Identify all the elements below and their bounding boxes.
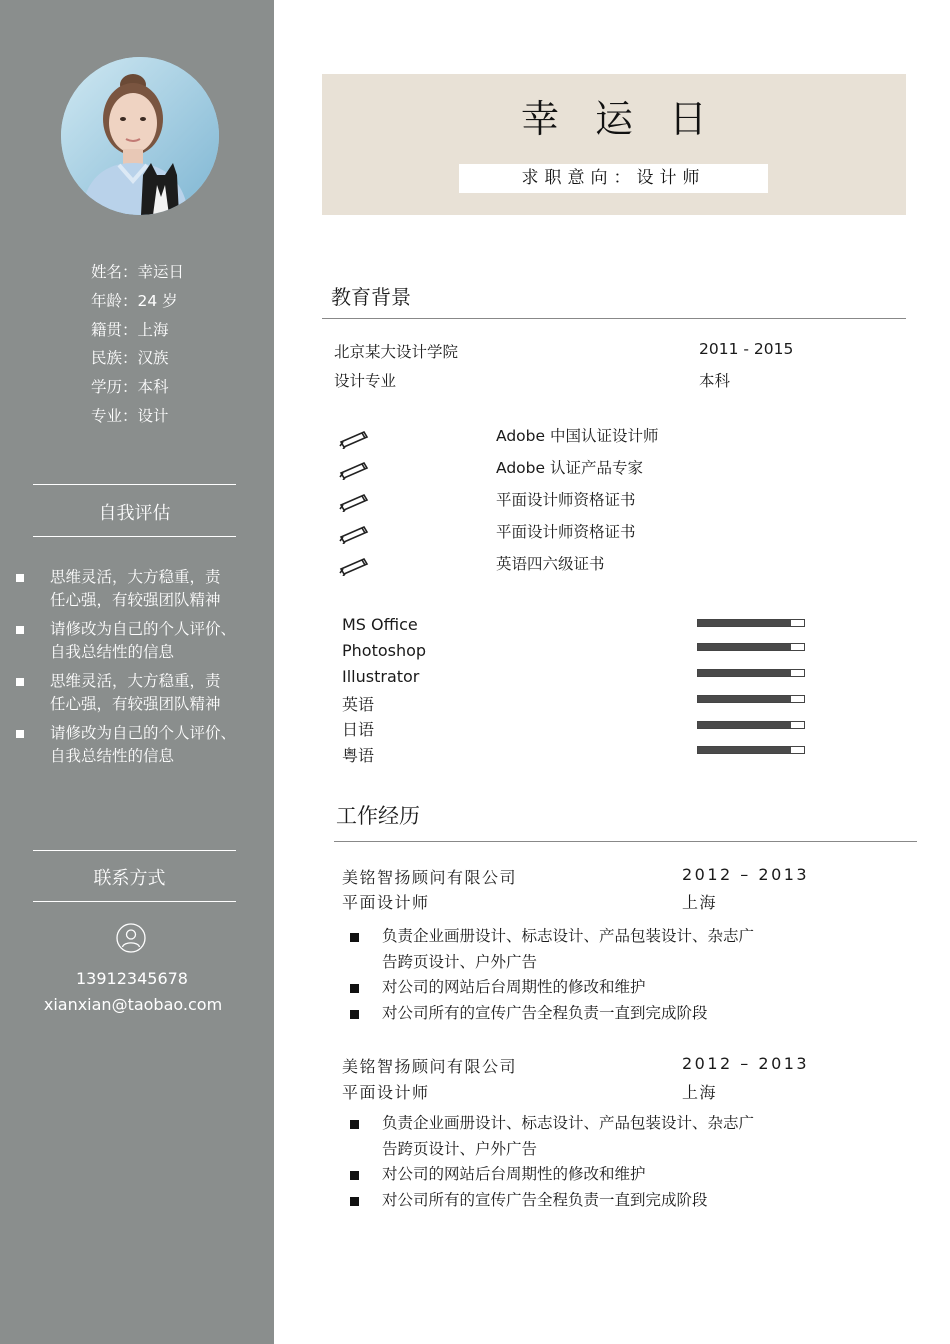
certificate-item: 平面设计师资格证书 bbox=[496, 491, 636, 509]
eval-line: 自我总结性的信息 bbox=[50, 746, 175, 765]
degree: 本科 bbox=[699, 372, 731, 390]
duty-line: 对公司所有的宣传广告全程负责一直到完成阶段 bbox=[382, 1003, 708, 1022]
email-address: xianxian@taobao.com bbox=[43, 995, 223, 1014]
list-item bbox=[16, 618, 266, 663]
self-eval-list bbox=[16, 566, 266, 774]
divider bbox=[33, 536, 236, 537]
certificate-item: 英语四六级证书 bbox=[496, 555, 605, 573]
company-name: 美铭智扬顾问有限公司 bbox=[342, 868, 518, 887]
eval-line: 思维灵活，大方稳重，责 bbox=[50, 568, 221, 586]
major: 设计专业 bbox=[334, 372, 397, 390]
skill-name: 粤语 bbox=[342, 746, 375, 765]
certificate-item: Adobe 中国认证设计师 bbox=[496, 427, 659, 445]
info-education: 学历：本科 bbox=[91, 378, 169, 397]
duty-line: 告跨页设计、户外广告 bbox=[382, 952, 538, 971]
certificate-item: 平面设计师资格证书 bbox=[496, 523, 636, 541]
school-name: 北京某大设计学院 bbox=[334, 343, 459, 361]
education-heading: 教育背景 bbox=[331, 285, 411, 309]
list-item bbox=[348, 924, 798, 975]
bullet bbox=[16, 574, 24, 582]
duty-list bbox=[348, 924, 798, 1026]
list-item bbox=[348, 1162, 798, 1188]
diploma-icon bbox=[338, 427, 370, 449]
job-role: 平面设计师 bbox=[342, 1083, 430, 1102]
eval-line: 思维灵活，大方稳重，责 bbox=[50, 672, 221, 690]
divider bbox=[33, 901, 236, 902]
job-years: 2012 – 2013 bbox=[682, 1054, 810, 1073]
bullet bbox=[16, 626, 24, 634]
skill-bar-fill bbox=[698, 747, 791, 753]
job-objective: 求职意向：设计师 bbox=[459, 164, 768, 193]
diploma-icon bbox=[338, 458, 370, 480]
duty-line: 负责企业画册设计、标志设计、产品包装设计、杂志广 bbox=[382, 927, 755, 945]
avatar-photo bbox=[61, 57, 219, 215]
bullet bbox=[350, 933, 359, 942]
eval-line: 请修改为自己的个人评价、 bbox=[50, 724, 237, 742]
divider bbox=[334, 841, 917, 842]
info-name: 姓名：幸运日 bbox=[91, 263, 185, 281]
list-item bbox=[348, 1188, 798, 1214]
candidate-name: 幸运日 bbox=[520, 97, 743, 141]
info-hometown: 籍贯：上海 bbox=[91, 320, 169, 339]
job-years: 2012 – 2013 bbox=[682, 865, 810, 884]
eval-line: 自我总结性的信息 bbox=[50, 642, 175, 661]
bullet bbox=[350, 1171, 359, 1180]
duty-line: 告跨页设计、户外广告 bbox=[382, 1139, 538, 1158]
job-city: 上海 bbox=[682, 893, 718, 912]
job-city: 上海 bbox=[682, 1083, 718, 1102]
skill-bar bbox=[697, 619, 805, 627]
list-item bbox=[16, 670, 266, 715]
bullet bbox=[350, 1197, 359, 1206]
company-name: 美铭智扬顾问有限公司 bbox=[342, 1057, 518, 1076]
list-item bbox=[16, 566, 266, 611]
skill-bar-fill bbox=[698, 696, 791, 702]
duty-list bbox=[348, 1111, 798, 1213]
duty-line: 对公司所有的宣传广告全程负责一直到完成阶段 bbox=[382, 1190, 708, 1209]
list-item bbox=[348, 1001, 798, 1027]
eval-line: 任心强，有较强团队精神 bbox=[50, 590, 221, 609]
eval-line: 请修改为自己的个人评价、 bbox=[50, 620, 237, 638]
skill-bar bbox=[697, 669, 805, 677]
header bbox=[322, 74, 906, 215]
duty-line: 对公司的网站后台周期性的修改和维护 bbox=[382, 978, 646, 996]
bullet bbox=[16, 678, 24, 686]
skill-name: 日语 bbox=[342, 720, 375, 739]
skill-name: 英语 bbox=[342, 695, 375, 714]
certificate-item: Adobe 认证产品专家 bbox=[496, 459, 643, 477]
list-item bbox=[16, 722, 266, 767]
work-heading: 工作经历 bbox=[336, 804, 420, 828]
info-major: 专业：设计 bbox=[91, 406, 169, 425]
skill-bar-fill bbox=[698, 620, 791, 626]
skill-bar bbox=[697, 643, 805, 651]
skill-name: Illustrator bbox=[342, 667, 420, 686]
diploma-icon bbox=[338, 490, 370, 512]
divider bbox=[33, 484, 236, 485]
info-age: 年龄：24 岁 bbox=[91, 291, 178, 310]
bullet bbox=[350, 984, 359, 993]
sidebar bbox=[0, 0, 274, 1344]
skill-name: Photoshop bbox=[342, 641, 427, 660]
bullet bbox=[350, 1120, 359, 1129]
divider bbox=[33, 850, 236, 851]
bullet bbox=[16, 730, 24, 738]
duty-line: 对公司的网站后台周期性的修改和维护 bbox=[382, 1165, 646, 1183]
avatar bbox=[61, 57, 219, 215]
skill-bar bbox=[697, 746, 805, 754]
skill-bar-fill bbox=[698, 722, 791, 728]
skill-bar-fill bbox=[698, 644, 791, 650]
skill-bar bbox=[697, 721, 805, 729]
skill-bar-fill bbox=[698, 670, 791, 676]
personal-info bbox=[91, 258, 184, 431]
list-item bbox=[348, 1111, 798, 1162]
user-icon bbox=[116, 923, 146, 953]
diploma-icon bbox=[338, 554, 370, 576]
info-ethnicity: 民族：汉族 bbox=[91, 349, 169, 368]
self-eval-heading: 自我评估 bbox=[98, 503, 171, 524]
eval-line: 任心强，有较强团队精神 bbox=[50, 694, 221, 713]
education-years: 2011 - 2015 bbox=[699, 340, 794, 358]
duty-line: 负责企业画册设计、标志设计、产品包装设计、杂志广 bbox=[382, 1114, 755, 1132]
job-role: 平面设计师 bbox=[342, 893, 430, 912]
divider bbox=[322, 318, 906, 319]
contact-heading: 联系方式 bbox=[93, 868, 166, 889]
phone-number: 13912345678 bbox=[76, 969, 188, 988]
skill-name: MS Office bbox=[342, 615, 418, 634]
skill-bar bbox=[697, 695, 805, 703]
list-item bbox=[348, 975, 798, 1001]
bullet bbox=[350, 1010, 359, 1019]
diploma-icon bbox=[338, 522, 370, 544]
